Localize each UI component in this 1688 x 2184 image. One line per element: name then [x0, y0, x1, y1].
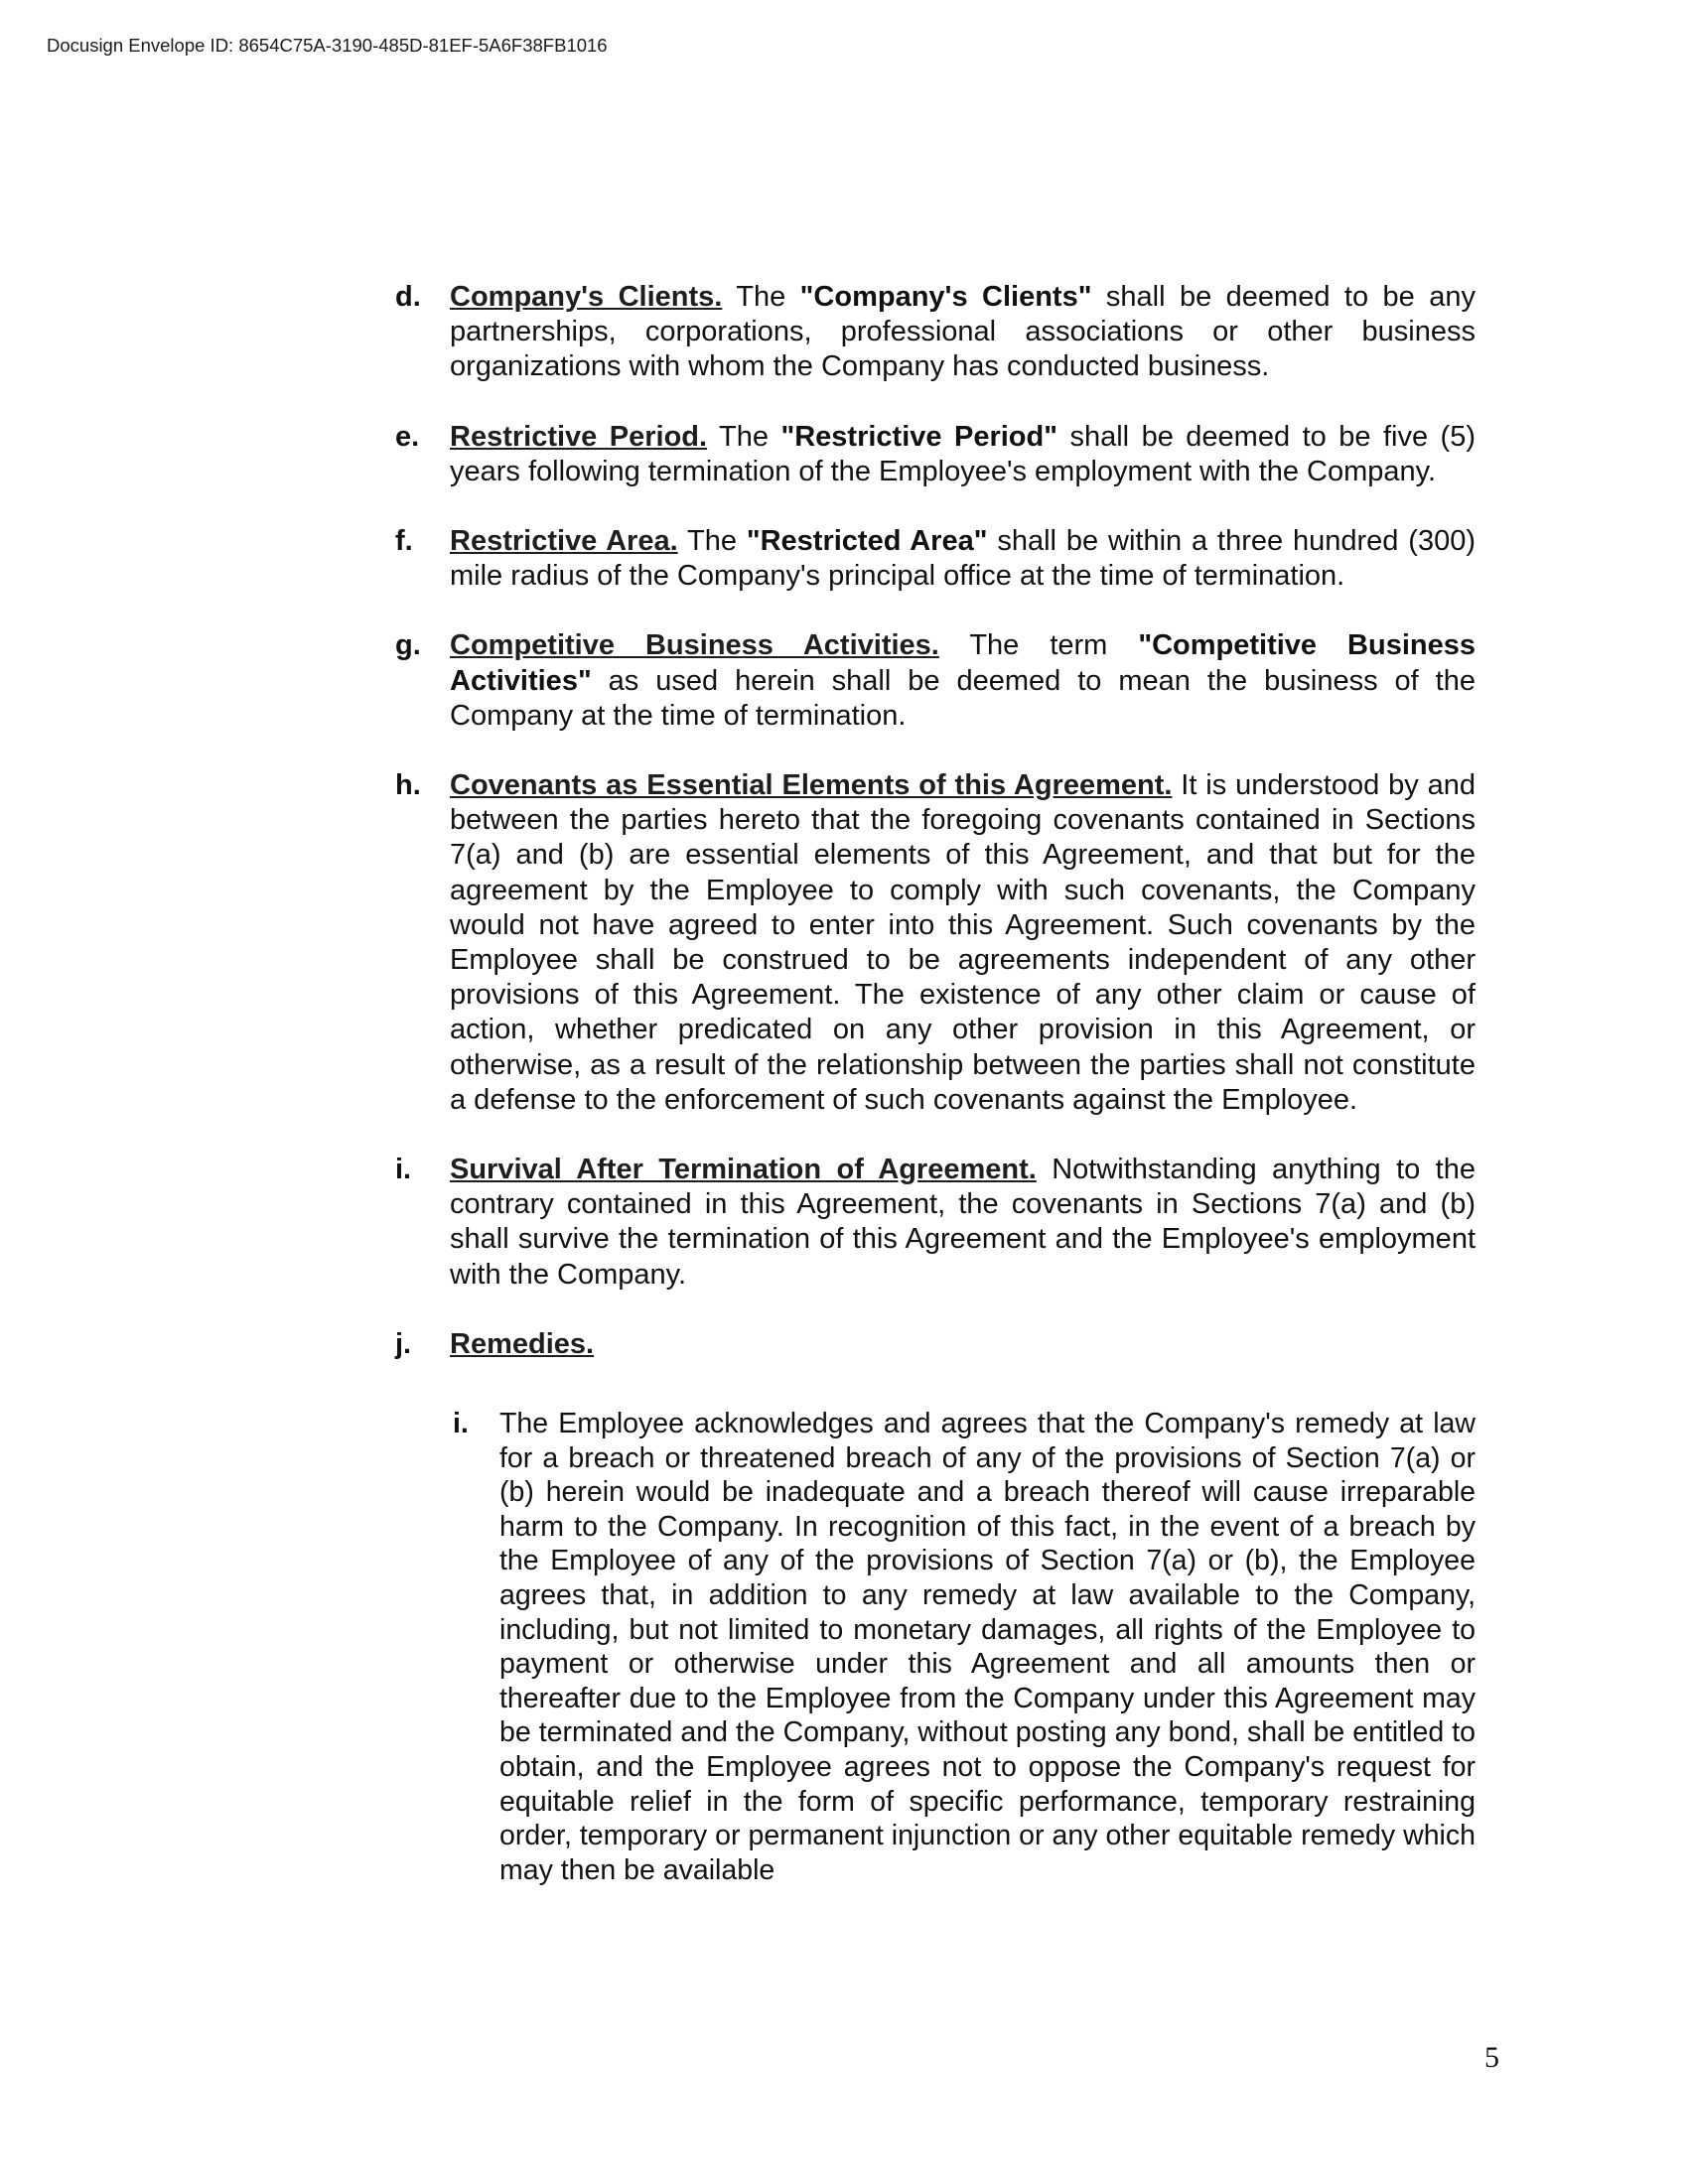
clause-heading: Covenants as Essential Elements of this Agreement. [450, 769, 1173, 802]
subclause-marker: i. [453, 1408, 469, 1440]
clause-f [395, 524, 1476, 594]
clause-marker: e. [395, 420, 420, 453]
clause-heading: Competitive Business Activities. [450, 629, 939, 662]
clause-heading: Remedies. [450, 1327, 595, 1360]
clause-marker: j. [395, 1327, 412, 1360]
clause-d [395, 280, 1476, 385]
defined-term: "Restricted Area" [746, 525, 988, 558]
clause-heading: Survival After Termination of Agreement. [450, 1154, 1037, 1186]
defined-term: "Competitive Business Activities" [450, 629, 1476, 697]
clause-heading: Restrictive Area. [450, 525, 678, 558]
clause-marker: g. [395, 629, 421, 662]
clause-text: The [677, 525, 747, 558]
envelope-id: Docusign Envelope ID: 8654C75A-3190-485D-81EF-5A6F38FB1016 [47, 35, 608, 56]
subclause-text: The Employee acknowledges and agrees that the Company's remedy at law for a breach or threatened breach of any of the provisions of Section 7(a) or (b) herein would be inadequate and a breach thereof will cause irreparable harm to the Company. In recognition of this fact, in the event of a breach by the Employee of any of the provisions of Section 7(a) or (b), the Employee agrees that, in addition to any remedy at law available to the Company, including, but not limited to monetary damages, all rights of the Employee to payment or otherwise under this Agreement and all amounts then or thereafter due to the Employee from the Company under this Agreement may be terminated and the Company, without posting any bond, shall be entitled to obtain, and the Employee agrees not to oppose the Company's request for equitable relief in the form of specific performance, temporary restraining order, temporary or permanent injunction or any other equitable remedy which may then be available [499, 1408, 1476, 1886]
clause-text: as used herein shall be deemed to mean the business of the Company at the time of termination. [450, 664, 1476, 732]
clause-text: The term [938, 629, 1139, 662]
clause-marker: i. [395, 1154, 412, 1186]
clause-e [395, 420, 1476, 489]
clause-text: The [707, 420, 781, 453]
defined-term: "Company's Clients" [799, 281, 1092, 313]
remedies-subclause-i [453, 1407, 1476, 1887]
clause-text: shall be deemed to be any partnerships, corporations, professional associations or other business organizations with whom the Company has conducted business. [450, 281, 1476, 383]
clause-marker: f. [395, 525, 413, 558]
clause-g [395, 628, 1476, 734]
clause-marker: d. [395, 281, 421, 313]
clause-text: Notwithstanding anything to the contrary contained in this Agreement, the covenants in Sections 7(a) and (b) shall survive the termination of this Agreement and the Employee's employment with the Company. [450, 1154, 1476, 1291]
clause-text: shall be deemed to be five (5) years following termination of the Employee's employment with the Company. [450, 420, 1476, 487]
clause-j [395, 1327, 1476, 1362]
clause-marker: h. [395, 769, 421, 802]
page-number: 5 [1484, 2041, 1499, 2074]
clause-text: shall be within a three hundred (300) mile radius of the Company's principal office at the time of termination. [450, 525, 1477, 593]
clause-h [395, 768, 1476, 1118]
clause-heading: Restrictive Period. [450, 420, 708, 453]
clause-text: It is understood by and between the parties hereto that the foregoing covenants contained in Sections 7(a) and (b) are essential elements of this Agreement, and that but for the agreement by the Employee to comply with such covenants, the Company would not have agreed to enter into this Agreement. Such covenants by the Employee shall be construed to be agreements independent of any other provisions of this Agreement. The existence of any other claim or cause of action, whether predicated on any other provision in this Agreement, or otherwise, as a result of the relationship between the parties shall not constitute a defense to the enforcement of such covenants against the Employee. [450, 769, 1476, 1116]
clause-heading: Company's Clients. [450, 281, 723, 313]
document-body [395, 280, 1476, 1887]
clause-text: The [722, 281, 800, 313]
clause-i [395, 1153, 1476, 1293]
defined-term: "Restrictive Period" [780, 420, 1057, 453]
